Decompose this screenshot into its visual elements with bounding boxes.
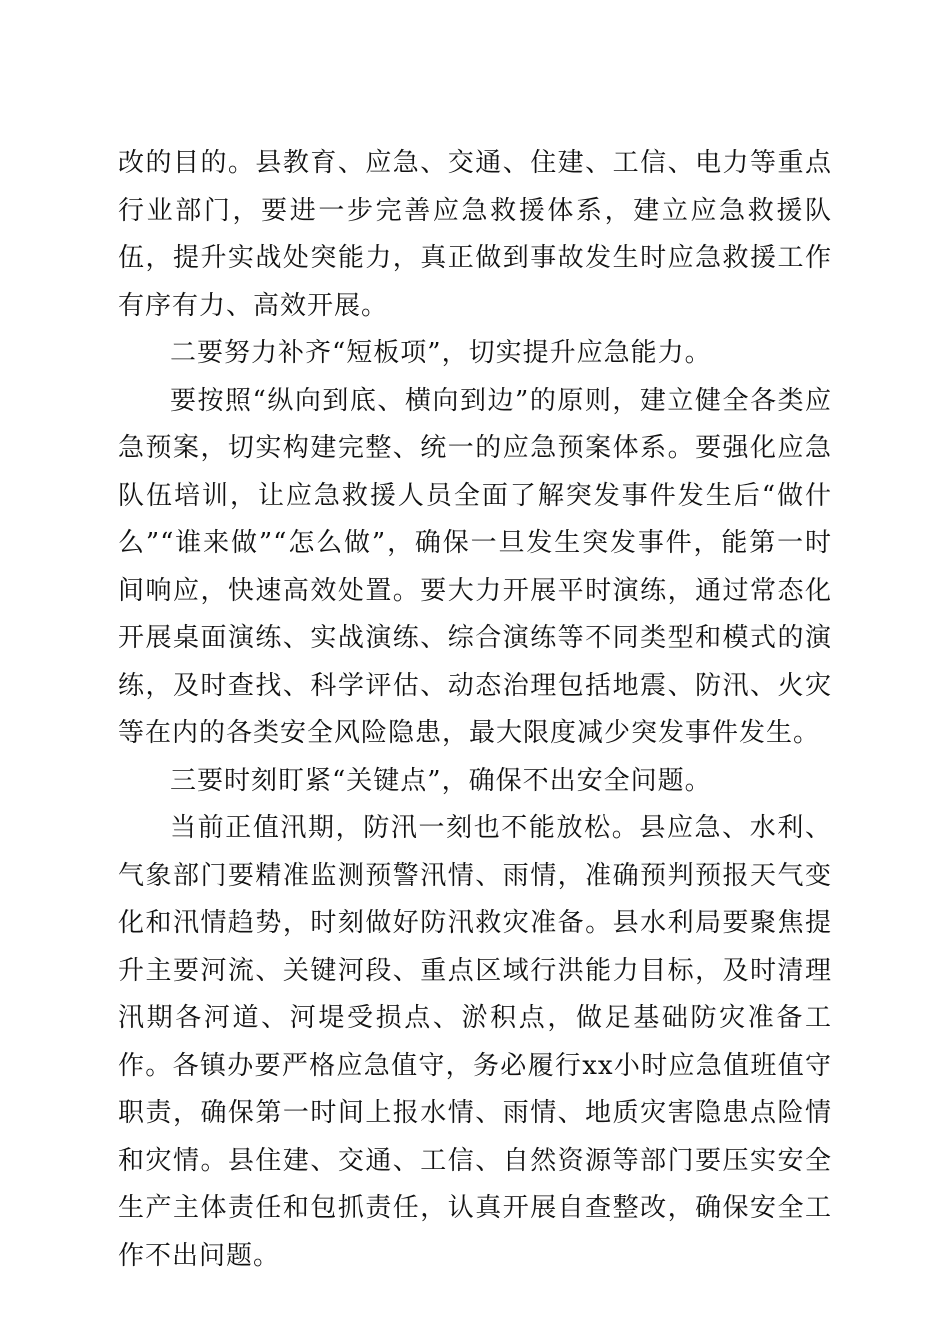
section-heading-2: 二要努力补齐“短板项”，切实提升应急能力。: [170, 338, 712, 368]
paragraph-flood-control: 当前正值汛期，防汛一刻也不能放松。县应急、水利、气象部门要精准监测预警汛情、雨情，准确预判预报天气变化和汛情趋势，时刻做好防汛救灾准备。县水利局要聚焦提升主要河流、关键河段、重点区域行洪能力目标，及时清理汛期各河道、河堤受损点、淤积点，做足基础防灾准备工作。各镇办要严格应急值守，务必履行xx小时应急值班值守职责，确保第一时间上报水情、雨情、地质灾害隐患点险情和灾情。县住建、交通、工信、自然资源等部门要压实安全生产主体责任和包抓责任，认真开展自查整改，确保安全工作不出问题。: [118, 813, 832, 1271]
document-body: [118, 140, 832, 1280]
paragraph-emergency-plans: 要按照“纵向到底、横向到边”的原则，建立健全各类应急预案，切实构建完整、统一的应急预案体系。要强化应急队伍培训，让应急救援人员全面了解突发事件发生后“做什么”“谁来做”“怎么做”，确保一旦发生突发事件，能第一时间响应，快速高效处置。要大力开展平时演练，通过常态化开展桌面演练、实战演练、综合演练等不同类型和模式的演练，及时查找、科学评估、动态治理包括地震、防汛、火灾等在内的各类安全风险隐患，最大限度减少突发事件发生。: [118, 385, 832, 748]
section-heading-3: 三要时刻盯紧“关键点”，确保不出安全问题。: [170, 765, 712, 796]
paragraph-continuation: 改的目的。县教育、应急、交通、住建、工信、电力等重点行业部门，要进一步完善应急救援体系，建立应急救援队伍，提升实战处突能力，真正做到事故发生时应急救援工作有序有力、高效开展。: [118, 148, 832, 321]
